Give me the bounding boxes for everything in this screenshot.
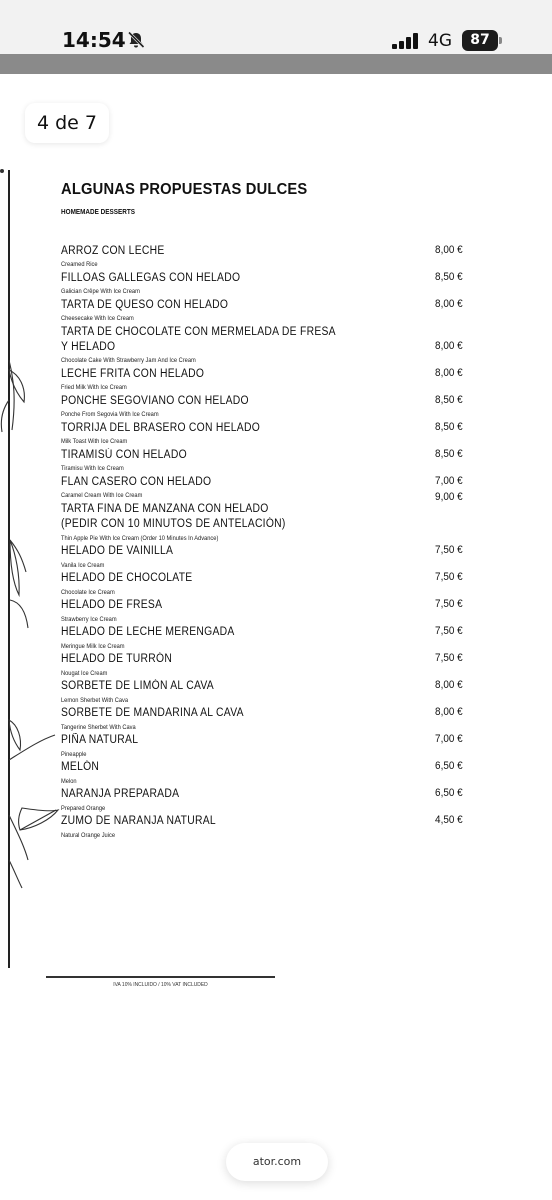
menu-item [61,733,471,760]
item-name: ZUMO DE NARANJA NATURAL [61,815,216,828]
item-description: Ponche From Segovia With Ice Cream [61,411,159,419]
item-price: 8,00 € [435,367,463,380]
item-description: Vanila Ice Cream [61,561,105,569]
menu-item [61,244,471,271]
item-price: 7,00 € [435,475,463,488]
item-description: Prepared Orange [61,804,106,812]
item-price: 7,50 € [435,625,463,638]
item-description: Lemon Sherbet With Cava [61,696,129,704]
item-description: Tiramisu With Ice Cream [61,465,124,473]
item-name: HELADO DE VAINILLA [61,545,174,558]
item-name-line-2: Y HELADO [61,341,116,354]
item-name: TARTA DE QUESO CON HELADO [61,299,229,311]
menu-item [61,298,471,325]
item-name: MELÓN [61,761,100,774]
item-name: HELADO DE LECHE MERENGADA [61,626,235,639]
menu-item [61,367,471,394]
item-price: 8,50 € [435,271,463,283]
vat-note: IVA 10% INCLUIDO / 10% VAT INCLUDED [113,982,208,988]
cellular-signal-icon [392,33,420,49]
item-price: 9,00 € [435,491,463,504]
item-price: 8,50 € [435,421,463,434]
item-price: 7,00 € [435,733,463,746]
item-price: 4,50 € [435,814,463,827]
menu-item [61,652,471,679]
item-description: Nougat Ice Cream [61,669,108,677]
menu-item [61,571,471,598]
item-price: 7,50 € [435,652,463,665]
battery-icon: 87 [462,30,498,51]
menu-item [61,394,471,421]
item-description: Chocolate Ice Cream [61,588,115,596]
status-time: 14:54 [62,28,126,52]
item-name: TARTA DE CHOCOLATE CON MERMELADA DE FRESA [61,326,336,338]
item-price: 6,50 € [435,787,463,800]
footer-divider [46,976,275,978]
item-description: Galician Crêpe With Ice Cream [61,288,140,296]
item-price: 8,00 € [435,340,463,353]
item-name: TIRAMISÚ CON HELADO [61,449,187,462]
item-price: 6,50 € [435,760,463,773]
leaf-branch-illustration [0,340,70,900]
item-description: Thin Apple Pie With Ice Cream (Order 10 Minutes In Advance) [61,534,219,542]
item-price: 7,50 € [435,571,463,584]
item-name: FLAN CASERO CON HELADO [61,476,212,489]
item-name: LECHE FRITA CON HELADO [61,368,205,381]
item-name: HELADO DE TURRÓN [61,653,173,666]
menu-item [61,814,471,841]
item-price: 8,00 € [435,706,463,719]
menu-item [61,787,471,814]
menu-title: ALGUNAS PROPUESTAS DULCES [61,181,308,198]
menu-item [61,475,471,502]
item-description: Melon [61,777,77,785]
menu-item [61,760,471,787]
network-type: 4G [428,31,452,51]
menu-item [61,544,471,571]
menu-item [61,598,471,625]
item-name-line-2: (PEDIR CON 10 MINUTOS DE ANTELACIÓN) [61,518,286,531]
menu-item [61,448,471,475]
item-name: FILLOAS GALLEGAS CON HELADO [61,272,241,284]
url-bar[interactable]: ator.com [226,1143,328,1181]
item-description: Pineapple [61,750,87,758]
item-description: Meringue Milk Ice Cream [61,642,125,650]
item-name: TARTA FINA DE MANZANA CON HELADO [61,503,269,516]
battery-cap [499,37,502,44]
item-name: HELADO DE FRESA [61,599,163,612]
item-description: Chocolate Cake With Strawberry Jam And Ice Cream [61,357,196,365]
menu-item [61,271,471,298]
menu-list [61,244,471,841]
item-price: 7,50 € [435,544,463,557]
page-indicator[interactable]: 4 de 7 [25,103,109,143]
item-description: Milk Toast With Ice Cream [61,438,128,446]
item-name: SORBETE DE LIMÓN AL CAVA [61,680,214,693]
item-name: ARROZ CON LECHE [61,245,165,257]
item-description: Caramel Cream With Ice Cream [61,492,143,500]
item-price: 8,00 € [435,244,463,256]
menu-item [61,421,471,448]
item-name: TORRIJA DEL BRASERO CON HELADO [61,422,261,435]
item-description: Fried Milk With Ice Cream [61,384,127,392]
item-name: SORBETE DE MANDARINA AL CAVA [61,707,244,720]
menu-item [61,679,471,706]
item-description: Tangerine Sherbet With Cava [61,723,136,731]
menu-item [61,706,471,733]
item-price: 8,00 € [435,298,463,310]
item-description: Cheesecake With Ice Cream [61,315,134,323]
menu-item [61,325,471,367]
item-description: Strawberry Ice Cream [61,615,117,623]
page-edge-dot [0,169,4,173]
item-name: NARANJA PREPARADA [61,788,180,801]
item-name: PIÑA NATURAL [61,734,139,747]
item-price: 8,50 € [435,448,463,461]
item-description: Creamed Rice [61,261,98,269]
bell-slash-icon [126,30,146,50]
menu-item [61,625,471,652]
item-description: Natural Orange Juice [61,831,116,839]
status-bar [0,0,552,54]
item-price: 7,50 € [435,598,463,611]
item-name: PONCHE SEGOVIANO CON HELADO [61,395,249,408]
menu-subtitle: HOMEMADE DESSERTS [61,207,136,216]
item-name: HELADO DE CHOCOLATE [61,572,193,585]
item-price: 8,00 € [435,679,463,692]
item-price: 8,50 € [435,394,463,407]
viewer-toolbar [0,54,552,74]
